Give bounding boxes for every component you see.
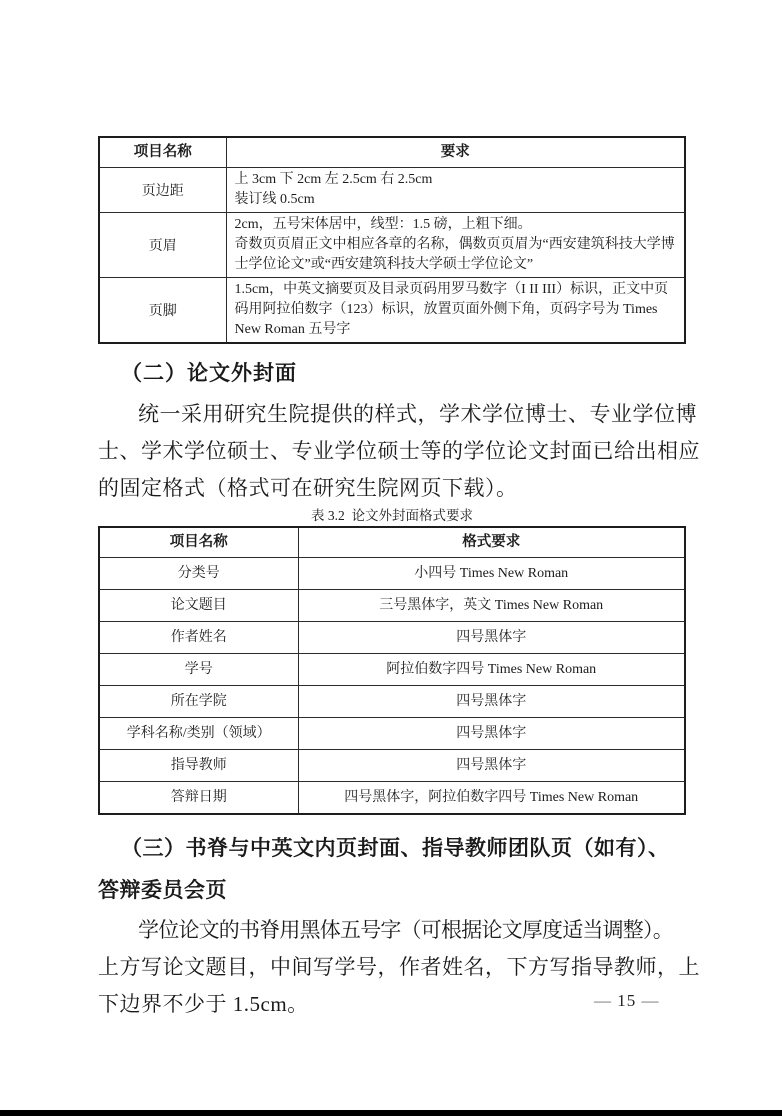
cover-format-requirements-table <box>98 526 686 815</box>
paragraph-line: 上方写论文题目，中间写学号，作者姓名，下方写指导教师，上 <box>98 955 700 979</box>
row-label: 论文题目 <box>99 590 298 622</box>
requirement-line: 2cm，五号宋体居中，线型：1.5 磅，上粗下细。 <box>234 217 532 232</box>
table-row <box>99 686 685 718</box>
column-header-item-name: 项目名称 <box>99 527 298 558</box>
row-value-margins <box>226 168 685 213</box>
row-value: 四号黑体字 <box>298 750 685 782</box>
row-value: 四号黑体字 <box>298 686 685 718</box>
row-value: 小四号 Times New Roman <box>298 558 685 590</box>
table-row <box>99 622 685 654</box>
table-header-row <box>99 527 685 558</box>
row-label: 学科名称/类别（领域） <box>99 718 298 750</box>
row-value: 四号黑体字 <box>298 718 685 750</box>
section-heading-outer-cover: （二）论文外封面 <box>121 361 297 385</box>
paragraph-line: 统一采用研究生院提供的样式，学术学位博士、专业学位博 <box>138 402 697 426</box>
row-value: 四号黑体字 <box>298 622 685 654</box>
table-caption: 表 3.2 论文外封面格式要求 <box>311 508 473 523</box>
page-bottom-edge <box>0 1110 782 1116</box>
page-number-dash: — <box>594 991 612 1010</box>
requirement-line: 上 3cm 下 2cm 左 2.5cm 右 2.5cm <box>234 172 433 187</box>
row-value-footer <box>226 278 685 344</box>
heading-line: 答辩委员会页 <box>98 878 227 902</box>
table-row <box>99 590 685 622</box>
row-label: 答辩日期 <box>99 782 298 815</box>
row-label: 学号 <box>99 654 298 686</box>
table-row <box>99 782 685 815</box>
page-number-value: 15 <box>617 991 637 1010</box>
column-header-format: 格式要求 <box>298 527 685 558</box>
row-value: 四号黑体字，阿拉伯数字四号 Times New Roman <box>298 782 685 815</box>
requirement-line: 奇数页页眉正文中相应各章的名称，偶数页页眉为“西安建筑科技大学博士学位论文”或“西安建筑科技大学硕士学位论文” <box>234 237 675 272</box>
row-label: 所在学院 <box>99 686 298 718</box>
row-label: 分类号 <box>99 558 298 590</box>
paragraph-outer-cover <box>98 396 700 507</box>
table-row <box>99 654 685 686</box>
table-row <box>99 750 685 782</box>
table-row <box>99 213 685 278</box>
table-header-row <box>99 137 685 168</box>
column-header-item-name: 项目名称 <box>99 137 226 168</box>
row-label-footer: 页脚 <box>99 278 226 344</box>
page-number <box>594 991 660 1011</box>
page-content <box>98 136 700 1023</box>
requirement-line: 1.5cm，中英文摘要页及目录页码用罗马数字（I II III）标识，正文中页码用阿拉伯数字（123）标识，放置页面外侧下角，页码字号为 Times New Roman 五号字 <box>234 282 669 337</box>
page-layout-requirements-table <box>98 136 686 344</box>
paragraph-line: 士、学术学位硕士、专业学位硕士等的学位论文封面已给出相应 <box>98 439 700 463</box>
row-label-header: 页眉 <box>99 213 226 278</box>
page-number-dash: — <box>641 991 660 1010</box>
requirement-line: 装订线 0.5cm <box>234 192 315 207</box>
column-header-requirement: 要求 <box>226 137 685 168</box>
row-value: 阿拉伯数字四号 Times New Roman <box>298 654 685 686</box>
paragraph-line: 下边界不少于 1.5cm。 <box>98 992 309 1016</box>
row-label: 指导教师 <box>99 750 298 782</box>
table-row <box>99 168 685 213</box>
table-row <box>99 718 685 750</box>
table-row <box>99 278 685 344</box>
table-row <box>99 558 685 590</box>
row-label-margins: 页边距 <box>99 168 226 213</box>
row-value-header <box>226 213 685 278</box>
paragraph-line: 学位论文的书脊用黑体五号字（可根据论文厚度适当调整）。 <box>138 918 673 942</box>
row-label: 作者姓名 <box>99 622 298 654</box>
row-value: 三号黑体字，英文 Times New Roman <box>298 590 685 622</box>
paragraph-line: 的固定格式（格式可在研究生院网页下载）。 <box>98 476 518 500</box>
section-heading-spine <box>98 827 686 911</box>
heading-line: （三）书脊与中英文内页封面、指导教师团队页（如有）、 <box>121 836 670 860</box>
